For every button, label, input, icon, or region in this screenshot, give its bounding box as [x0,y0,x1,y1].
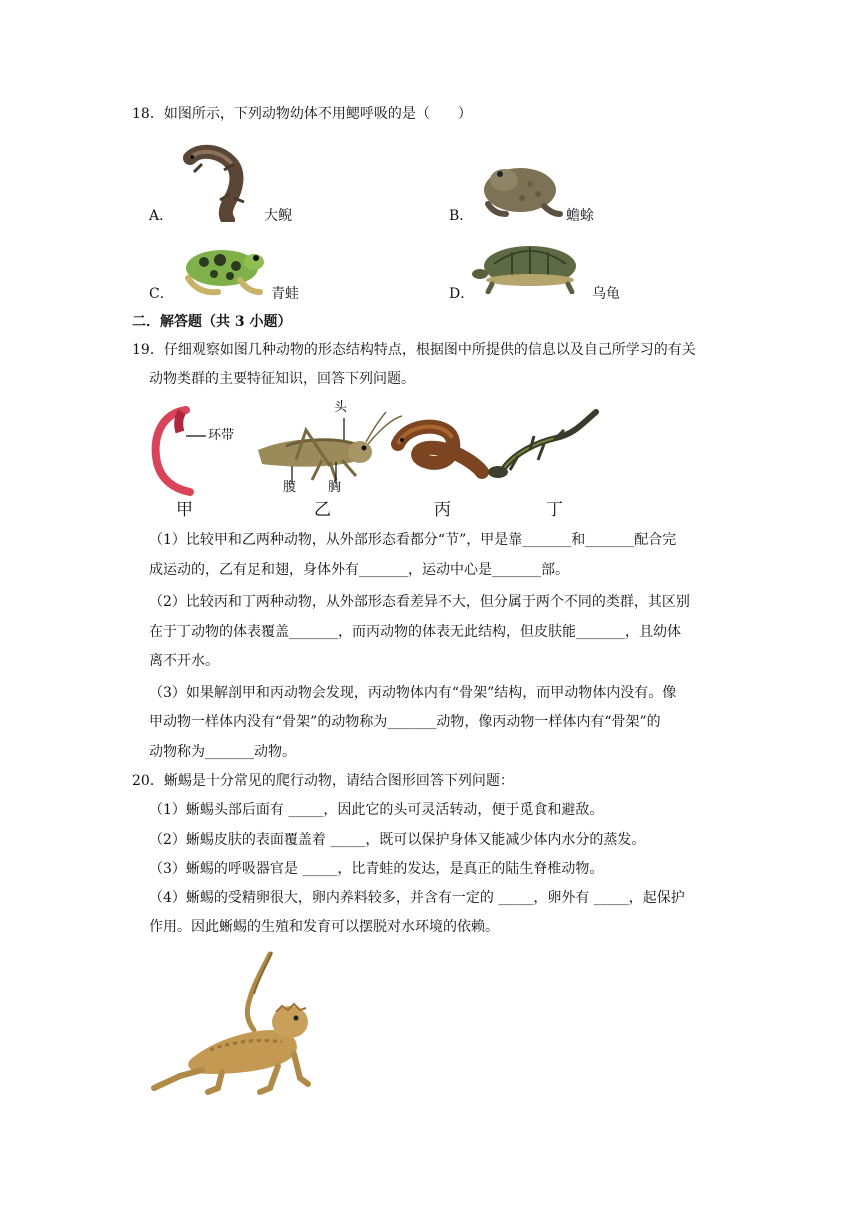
option-d-letter: D． [449,286,475,302]
q20-part-3: （3）蜥蜴的呼吸器官是 _____，比青蛙的发达，是真正的陆生脊椎动物。 [149,861,604,877]
q20-part-1: （1）蜥蜴头部后面有 _____，因此它的头可灵活转动，便于觅食和避敌。 [149,802,604,818]
q20-part-2: （2）蜥蜴皮肤的表面覆盖着 _____，既可以保护身体又能减少体内水分的蒸发。 [149,832,646,848]
option-c-label: 青蛙 [271,286,299,302]
option-b-label: 蟾蜍 [566,208,594,224]
q19-part-1a: （1）比较甲和乙两种动物，从外部形态看都分“节”，甲是靠_______和_______配合完 [149,532,677,548]
section-heading: 二．解答题（共 3 小题） [132,314,292,330]
girdle-annotation: 环带 [208,428,235,443]
grasshopper-icon [258,412,402,484]
q19-part-3b: 甲动物一样体内没有“骨架”的动物称为_______动物，像丙动物一样体内有“骨架”的 [149,714,661,730]
turtle-photo-icon [472,236,588,294]
q20-part-4b: 作用。因此蜥蜴的生殖和发育可以摆脱对水环境的依赖。 [149,919,499,935]
q19-figure [146,398,606,522]
option-c-letter: C． [149,286,174,302]
abdomen-annotation: 腹 [283,480,297,495]
small-lizard-icon [488,412,596,490]
option-a-letter: A． [149,208,174,224]
salamander-photo-icon [180,138,260,222]
q19-part-2b: 在于丁动物的体表覆盖_______，而丙动物的体表无此结构，但皮肤能_______，且幼体 [149,624,681,640]
q19-part-2c: 离不开水。 [149,653,219,669]
option-d-label: 乌龟 [592,286,620,302]
q19-part-3c: 动物称为_______动物。 [149,744,296,760]
option-a-label: 大鲵 [264,208,292,224]
q20-stem: 20．蜥蜴是十分常见的爬行动物，请结合图形回答下列问题： [132,773,514,789]
q18-stem: 18．如图所示，下列动物幼体不用鳃呼吸的是（ ） [132,106,472,122]
label-yi: 乙 [314,500,331,520]
earthworm-icon [156,410,206,492]
q19-stem-line-2: 动物类群的主要特征知识，回答下列问题。 [149,371,415,387]
thorax-annotation: 胸 [328,480,342,495]
lizard-photo-icon [150,950,316,1096]
label-jia: 甲 [176,500,193,520]
q19-part-1b: 成运动的，乙有足和翅，身体外有_______，运动中心是_______部。 [149,562,569,578]
option-b-letter: B． [449,208,474,224]
q20-part-4a: （4）蜥蜴的受精卵很大，卵内养料较多，并含有一定的 _____，卵外有 _____，起保护 [149,890,685,906]
toad-photo-icon [474,154,564,220]
head-annotation: 头 [334,400,348,415]
q19-stem-line-1: 19．仔细观察如图几种动物的形态结构特点，根据图中所提供的信息以及自己所学习的有关 [132,342,696,358]
frog-photo-icon [176,238,268,298]
label-ding: 丁 [546,500,563,520]
q19-part-2a: （2）比较丙和丁两种动物，从外部形态看差异不大，但分属于两个不同的类群，其区别 [149,594,690,610]
label-bing: 丙 [434,500,451,520]
caecilian-icon [398,427,482,472]
q19-part-3a: （3）如果解剖甲和丙动物会发现，丙动物体内有“骨架”结构，而甲动物体内没有。像 [149,685,677,701]
